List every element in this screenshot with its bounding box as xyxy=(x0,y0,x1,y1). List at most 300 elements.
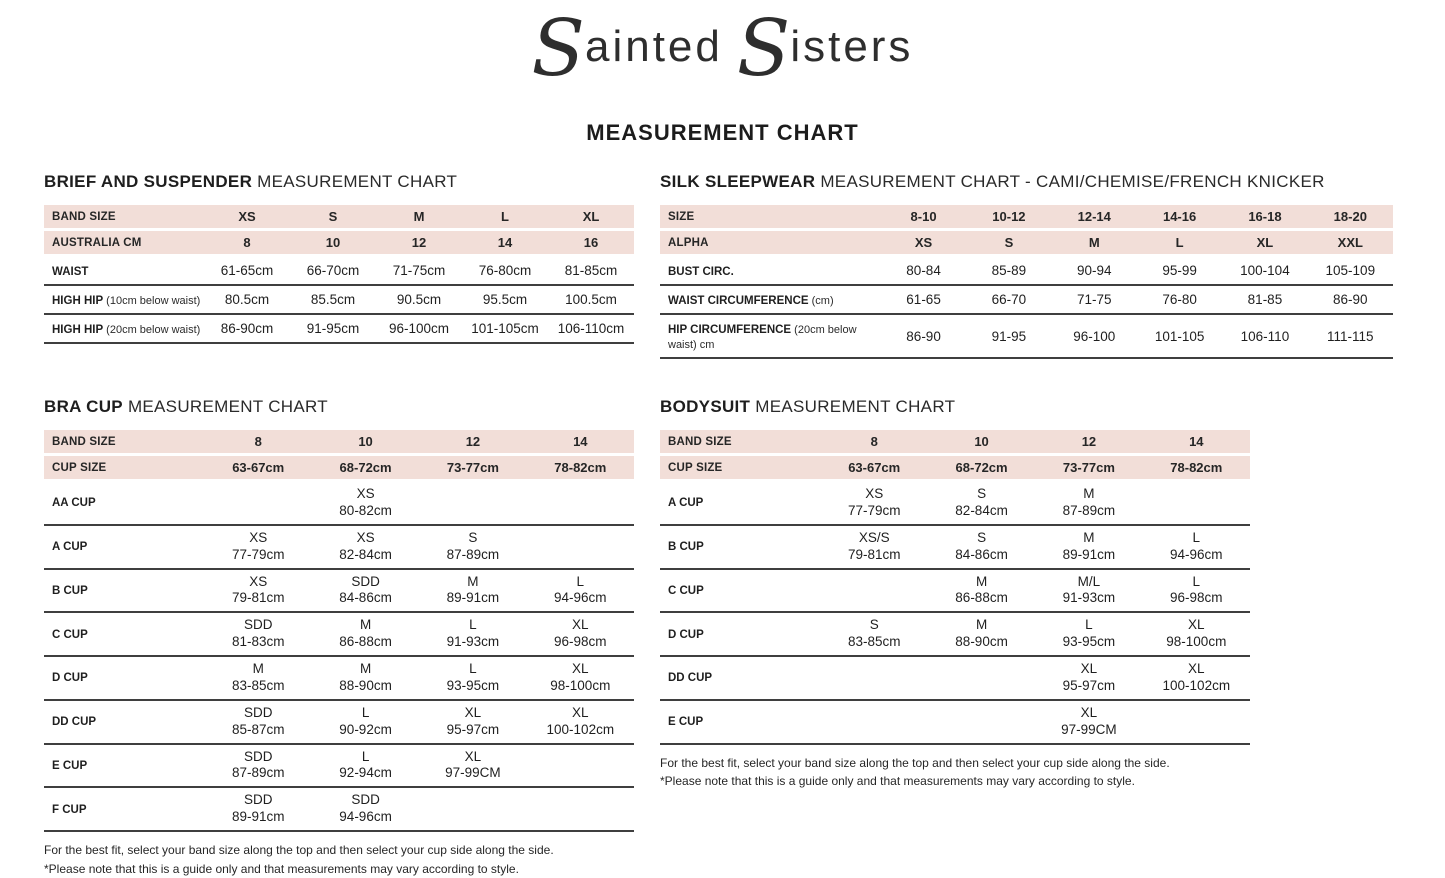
silk-sleepwear-title xyxy=(660,172,1393,192)
footnote-fit: For the best fit, select your band size along the top and then select your cup side along the side. xyxy=(44,843,554,857)
header-cell: 73-77cm xyxy=(419,456,526,482)
cell-size: M xyxy=(1083,486,1095,501)
logo-word: isters xyxy=(790,22,914,71)
bra-footnotes xyxy=(44,841,634,878)
cell-size: XL xyxy=(1188,617,1205,633)
cell-range: 89-91cm xyxy=(446,590,500,606)
header-cell: 14-16 xyxy=(1137,205,1222,231)
cell-size: SDD xyxy=(351,792,380,808)
header-cell: 78-82cm xyxy=(527,456,634,482)
cup-cell xyxy=(205,701,312,745)
row-label xyxy=(660,570,821,614)
header-label: SIZE xyxy=(660,205,881,231)
cell: 91-95 xyxy=(966,315,1051,359)
cell-size: XL xyxy=(1188,661,1205,676)
cell: 96-100cm xyxy=(376,315,462,344)
cup-cell xyxy=(928,701,1035,745)
cup-cell xyxy=(312,701,419,745)
row-label xyxy=(44,657,205,701)
header-cell: 16-18 xyxy=(1222,205,1307,231)
cup-cell xyxy=(205,788,312,832)
row-label-note: (20cm below waist) cm xyxy=(668,324,857,351)
title-bold: BRA CUP xyxy=(44,397,123,416)
header-cell: 63-67cm xyxy=(821,456,928,482)
cell-range: 84-86cm xyxy=(955,546,1008,562)
cup-cell xyxy=(1035,657,1142,701)
header-cell: 12 xyxy=(1035,430,1142,456)
cell-size: XL xyxy=(464,704,482,720)
table-row-d-cup xyxy=(44,657,634,701)
table-row-waist-circumference xyxy=(660,286,1393,315)
cell-range: 87-89cm xyxy=(446,546,500,562)
cup-cell xyxy=(419,526,526,570)
header-cell: 73-77cm xyxy=(1035,456,1142,482)
table-row-e-cup xyxy=(44,745,634,789)
table-row-b-cup xyxy=(660,526,1250,570)
row-label xyxy=(44,286,204,315)
cup-cell xyxy=(928,482,1035,526)
cell-range: 93-95cm xyxy=(446,677,500,693)
row-label xyxy=(44,613,205,657)
cup-cell xyxy=(312,570,419,614)
cell-range: 85-87cm xyxy=(231,721,285,737)
header-cell: 12-14 xyxy=(1052,205,1137,231)
table-row-e-cup xyxy=(660,701,1250,745)
cup-cell xyxy=(1143,657,1250,701)
cell: 106-110cm xyxy=(548,315,634,344)
cup-cell xyxy=(1035,482,1142,526)
content-grid xyxy=(44,172,1393,878)
cup-cell xyxy=(527,745,634,789)
cell-size: XS/S xyxy=(858,529,890,545)
brief-suspender-table xyxy=(44,205,634,344)
cell-range: 91-93cm xyxy=(1062,590,1116,606)
cell-size: M xyxy=(975,617,988,633)
cell: 86-90 xyxy=(881,315,966,359)
header-cell: 8 xyxy=(204,231,290,257)
cell: 61-65 xyxy=(881,286,966,315)
cell-range: 89-91cm xyxy=(231,809,285,825)
cell: 91-95cm xyxy=(290,315,376,344)
header-cell: 8 xyxy=(821,430,928,456)
cell: 100.5cm xyxy=(548,286,634,315)
header-row-cup-size xyxy=(660,456,1250,482)
bra-cup-title xyxy=(44,397,634,417)
header-cell: 16 xyxy=(548,231,634,257)
cell-size: XS xyxy=(356,486,375,501)
row-label-bold: HIP CIRCUMFERENCE xyxy=(668,324,792,336)
cell-range: 98-100cm xyxy=(1166,634,1227,650)
cell: 101-105 xyxy=(1137,315,1222,359)
cup-cell xyxy=(821,701,928,745)
logo-word: ainted xyxy=(584,22,723,71)
header-cell: 12 xyxy=(419,430,526,456)
table-row-bust-circ xyxy=(660,257,1393,286)
cell-size: XS xyxy=(356,529,375,545)
row-label-bold: BUST CIRC. xyxy=(668,266,734,278)
cell-size: L xyxy=(361,704,370,720)
header-cell: L xyxy=(462,205,548,231)
header-cell: XL xyxy=(548,205,634,231)
cell: 71-75 xyxy=(1052,286,1137,315)
header-row-size xyxy=(660,205,1393,231)
cell-range: 86-88cm xyxy=(339,634,392,650)
title-rest: MEASUREMENT CHART xyxy=(750,397,956,416)
cell-size: M xyxy=(1083,529,1095,545)
row-label xyxy=(660,315,881,359)
row-label-bold: E CUP xyxy=(52,759,88,772)
cell: 76-80cm xyxy=(462,257,548,286)
header-cell: XL xyxy=(1222,231,1307,257)
page-title: MEASUREMENT CHART xyxy=(586,120,859,145)
cup-cell xyxy=(1035,613,1142,657)
row-label xyxy=(44,745,205,789)
table-row-a-cup xyxy=(44,526,634,570)
cup-cell xyxy=(527,788,634,832)
header-cell: 12 xyxy=(376,231,462,257)
header-row-band-size xyxy=(660,430,1250,456)
table-row-c-cup xyxy=(660,570,1250,614)
cell-range: 93-95cm xyxy=(1062,634,1116,650)
cell-range: 84-86cm xyxy=(339,590,392,606)
cell-range: 87-89cm xyxy=(231,765,285,781)
row-label-bold: HIGH HIP xyxy=(52,324,104,336)
table-row-dd-cup xyxy=(44,701,634,745)
cell-size: M xyxy=(359,617,372,633)
cell-size: L xyxy=(361,748,370,764)
cell-size: L xyxy=(1192,573,1201,589)
row-label-bold: F CUP xyxy=(52,803,87,816)
header-cell: XXL xyxy=(1308,231,1393,257)
header-row-australia-cm xyxy=(44,231,634,257)
brief-suspender-title xyxy=(44,172,634,192)
cell: 111-115 xyxy=(1308,315,1393,359)
bra-cup-table xyxy=(44,430,634,832)
cell: 86-90cm xyxy=(204,315,290,344)
cell-size: XL xyxy=(1080,704,1098,720)
cup-cell xyxy=(419,745,526,789)
cell-size: XL xyxy=(464,748,482,764)
cup-cell xyxy=(1143,613,1250,657)
table-row-waist xyxy=(44,257,634,286)
silk-sleepwear-section xyxy=(660,172,1393,359)
cell-size: XS xyxy=(249,529,268,545)
cell: 85-89 xyxy=(966,257,1051,286)
cell-range: 91-93cm xyxy=(446,634,500,650)
row-label xyxy=(44,257,204,286)
title-rest: MEASUREMENT CHART xyxy=(252,172,458,191)
cell-size: SDD xyxy=(243,792,273,808)
header-cell: XS xyxy=(204,205,290,231)
cell-size: L xyxy=(469,617,477,633)
row-label xyxy=(44,482,205,526)
header-label: CUP SIZE xyxy=(660,456,821,482)
header-cell: 14 xyxy=(462,231,548,257)
cup-cell xyxy=(205,570,312,614)
title-rest: MEASUREMENT CHART - CAMI/CHEMISE/FRENCH KNICKER xyxy=(815,172,1325,191)
row-label-bold: DD CUP xyxy=(668,672,713,685)
cup-cell xyxy=(419,570,526,614)
cell-range: 86-88cm xyxy=(955,590,1008,606)
footnote-guide: *Please note that this is a guide only and that measurements may vary according to style. xyxy=(660,774,1135,789)
row-label xyxy=(44,701,205,745)
cell-size: XL xyxy=(572,617,589,633)
row-label-note: (20cm below waist) xyxy=(103,324,201,336)
cell: 76-80 xyxy=(1137,286,1222,315)
row-label-bold: B CUP xyxy=(52,584,88,597)
logo-swash-s: S xyxy=(736,4,791,94)
title-bold: SILK SLEEPWEAR xyxy=(660,172,816,191)
cell-range: 83-85cm xyxy=(231,677,285,693)
row-label xyxy=(660,286,881,315)
cup-cell xyxy=(419,657,526,701)
cell-range: 82-84cm xyxy=(339,546,392,562)
cell: 86-90 xyxy=(1308,286,1393,315)
cell-range: 97-99CM xyxy=(1061,721,1117,737)
cup-cell xyxy=(527,657,634,701)
cup-cell xyxy=(419,788,526,832)
cell-size: SDD xyxy=(351,573,380,589)
cell-range: 83-85cm xyxy=(847,634,901,650)
cup-cell xyxy=(821,526,928,570)
header-cell: 14 xyxy=(1143,430,1250,456)
cell: 66-70 xyxy=(966,286,1051,315)
cup-cell xyxy=(312,526,419,570)
cup-cell xyxy=(821,657,928,701)
cell-size: S xyxy=(869,617,879,633)
row-label-bold: DD CUP xyxy=(52,716,97,729)
cell-range: 88-90cm xyxy=(955,634,1008,650)
cup-cell xyxy=(1035,526,1142,570)
logo-swash-s: S xyxy=(531,4,585,94)
bodysuit-footnotes xyxy=(660,754,1393,791)
cup-cell xyxy=(312,745,419,789)
cell-range: 79-81cm xyxy=(231,590,285,606)
row-label xyxy=(44,315,204,344)
cup-cell xyxy=(312,657,419,701)
header-cell: M xyxy=(1052,231,1137,257)
cell: 90-94 xyxy=(1052,257,1137,286)
row-label xyxy=(44,570,205,614)
row-label-bold: A CUP xyxy=(52,541,88,554)
cell: 96-100 xyxy=(1052,315,1137,359)
cell-size: S xyxy=(977,529,987,545)
cup-cell xyxy=(1143,701,1250,745)
row-label xyxy=(660,613,821,657)
cell: 61-65cm xyxy=(204,257,290,286)
row-label-bold: B CUP xyxy=(668,541,704,554)
cell-range: 95-97cm xyxy=(1062,677,1116,693)
cup-cell xyxy=(205,613,312,657)
row-label-bold: AA CUP xyxy=(52,497,96,510)
masthead xyxy=(0,0,1445,146)
bodysuit-table xyxy=(660,430,1250,745)
cup-cell xyxy=(312,482,419,526)
table-row-d-cup xyxy=(660,613,1250,657)
header-cell: 10 xyxy=(290,231,376,257)
cell-size: L xyxy=(1085,617,1093,633)
cell-size: M xyxy=(252,661,264,676)
cell-size: SDD xyxy=(243,617,273,633)
cell-range: 90-92cm xyxy=(339,721,392,737)
cell-range: 77-79cm xyxy=(231,546,285,562)
table-row-f-cup xyxy=(44,788,634,832)
cup-cell xyxy=(205,745,312,789)
header-label: ALPHA xyxy=(660,231,881,257)
row-label-bold: WAIST xyxy=(52,266,89,278)
cell-size: XL xyxy=(1080,661,1098,676)
cup-cell xyxy=(205,482,312,526)
header-cell: S xyxy=(966,231,1051,257)
cup-cell xyxy=(928,657,1035,701)
cup-cell xyxy=(1143,526,1250,570)
row-label-bold: D CUP xyxy=(668,628,704,641)
cell: 81-85cm xyxy=(548,257,634,286)
header-cell: 8 xyxy=(205,430,312,456)
cell: 80.5cm xyxy=(204,286,290,315)
row-label xyxy=(660,257,881,286)
cell: 106-110 xyxy=(1222,315,1307,359)
header-cell: 14 xyxy=(527,430,634,456)
footnote-fit: For the best fit, select your band size along the top and then select your cup side along the side. xyxy=(660,755,1170,770)
cell-size: XS xyxy=(249,573,268,589)
cup-cell xyxy=(527,570,634,614)
header-cell: XS xyxy=(881,231,966,257)
cell-range: 80-82cm xyxy=(339,502,392,518)
cell-range: 95-97cm xyxy=(446,721,500,737)
header-cell: 68-72cm xyxy=(928,456,1035,482)
row-label-bold: E CUP xyxy=(668,716,704,729)
table-row-b-cup xyxy=(44,570,634,614)
cell-size: M xyxy=(975,573,988,589)
cell: 85.5cm xyxy=(290,286,376,315)
table-row-c-cup xyxy=(44,613,634,657)
cell-range: 79-81cm xyxy=(847,546,901,562)
cell-size: XL xyxy=(572,661,589,676)
cell-range: 92-94cm xyxy=(339,765,392,781)
bodysuit-title xyxy=(660,397,1393,417)
brief-suspender-section xyxy=(44,172,634,359)
row-label xyxy=(660,701,821,745)
cup-cell xyxy=(419,482,526,526)
bodysuit-section xyxy=(660,397,1393,878)
cell-range: 87-89cm xyxy=(1062,502,1116,518)
table-row-high-hip-20 xyxy=(44,315,634,344)
table-row-aa-cup xyxy=(44,482,634,526)
title-rest: MEASUREMENT CHART xyxy=(122,397,328,416)
header-label: AUSTRALIA CM xyxy=(44,231,204,257)
cup-cell xyxy=(205,657,312,701)
header-label: BAND SIZE xyxy=(44,205,204,231)
row-label xyxy=(660,657,821,701)
cell-range: 82-84cm xyxy=(955,502,1008,518)
title-bold: BODYSUIT xyxy=(660,397,751,416)
row-label-bold: C CUP xyxy=(52,628,88,641)
cup-cell xyxy=(527,701,634,745)
cell: 100-104 xyxy=(1222,257,1307,286)
cell-range: 96-98cm xyxy=(1170,590,1223,606)
cell-size: L xyxy=(576,573,585,589)
footnote-guide: *Please note that this is a guide only and that measurements may vary according to style. xyxy=(44,861,519,876)
row-label xyxy=(660,482,821,526)
header-cell: 8-10 xyxy=(881,205,966,231)
cup-cell xyxy=(312,613,419,657)
table-row-high-hip-10 xyxy=(44,286,634,315)
cell: 71-75cm xyxy=(376,257,462,286)
cell-size: M xyxy=(359,661,372,676)
cup-cell xyxy=(205,526,312,570)
cell: 66-70cm xyxy=(290,257,376,286)
row-label-bold: D CUP xyxy=(52,672,88,685)
brand-logo xyxy=(0,4,1445,106)
header-label: CUP SIZE xyxy=(44,456,205,482)
cup-cell xyxy=(928,526,1035,570)
header-label: BAND SIZE xyxy=(44,430,205,456)
cup-cell xyxy=(1143,570,1250,614)
cup-cell xyxy=(419,701,526,745)
header-cell: 10-12 xyxy=(966,205,1051,231)
header-label: BAND SIZE xyxy=(660,430,821,456)
bra-cup-section xyxy=(44,397,634,878)
row-label-note: (cm) xyxy=(808,295,834,307)
cell-range: 97-99CM xyxy=(445,765,501,781)
cup-cell xyxy=(1035,701,1142,745)
cup-cell xyxy=(527,613,634,657)
cell-range: 81-83cm xyxy=(231,634,285,650)
header-row-alpha xyxy=(660,231,1393,257)
row-label-bold: WAIST CIRCUMFERENCE xyxy=(668,295,809,307)
cup-cell xyxy=(527,482,634,526)
cup-cell xyxy=(821,482,928,526)
cell-size: S xyxy=(468,529,478,545)
row-label-bold: A CUP xyxy=(668,497,704,510)
header-row-cup-size xyxy=(44,456,634,482)
header-cell: 68-72cm xyxy=(312,456,419,482)
cell-size: SDD xyxy=(243,748,273,764)
header-row-band-size xyxy=(44,430,634,456)
cell-range: 89-91cm xyxy=(1062,546,1116,562)
cell-range: 77-79cm xyxy=(847,502,901,518)
cell: 95.5cm xyxy=(462,286,548,315)
cup-cell xyxy=(1143,482,1250,526)
cell-range: 94-96cm xyxy=(339,809,392,825)
row-label-bold: C CUP xyxy=(668,584,704,597)
header-cell: 78-82cm xyxy=(1143,456,1250,482)
cup-cell xyxy=(527,526,634,570)
cell: 101-105cm xyxy=(462,315,548,344)
cup-cell xyxy=(1035,570,1142,614)
header-cell: 10 xyxy=(312,430,419,456)
cell-size: SDD xyxy=(243,704,273,720)
header-row-band-size xyxy=(44,205,634,231)
cell-range: 100-102cm xyxy=(546,721,615,737)
cell-range: 100-102cm xyxy=(1162,677,1231,693)
cell-range: 94-96cm xyxy=(1170,546,1223,562)
cell: 95-99 xyxy=(1137,257,1222,286)
cup-cell xyxy=(928,613,1035,657)
header-cell: M xyxy=(376,205,462,231)
cell: 81-85 xyxy=(1222,286,1307,315)
silk-sleepwear-table xyxy=(660,205,1393,359)
cell-size: M xyxy=(467,573,479,589)
title-bold: BRIEF AND SUSPENDER xyxy=(44,172,253,191)
header-cell: L xyxy=(1137,231,1222,257)
row-label xyxy=(44,526,205,570)
cell-range: 94-96cm xyxy=(554,590,607,606)
cup-cell xyxy=(821,570,928,614)
cell-size: XL xyxy=(572,704,589,720)
row-label xyxy=(44,788,205,832)
